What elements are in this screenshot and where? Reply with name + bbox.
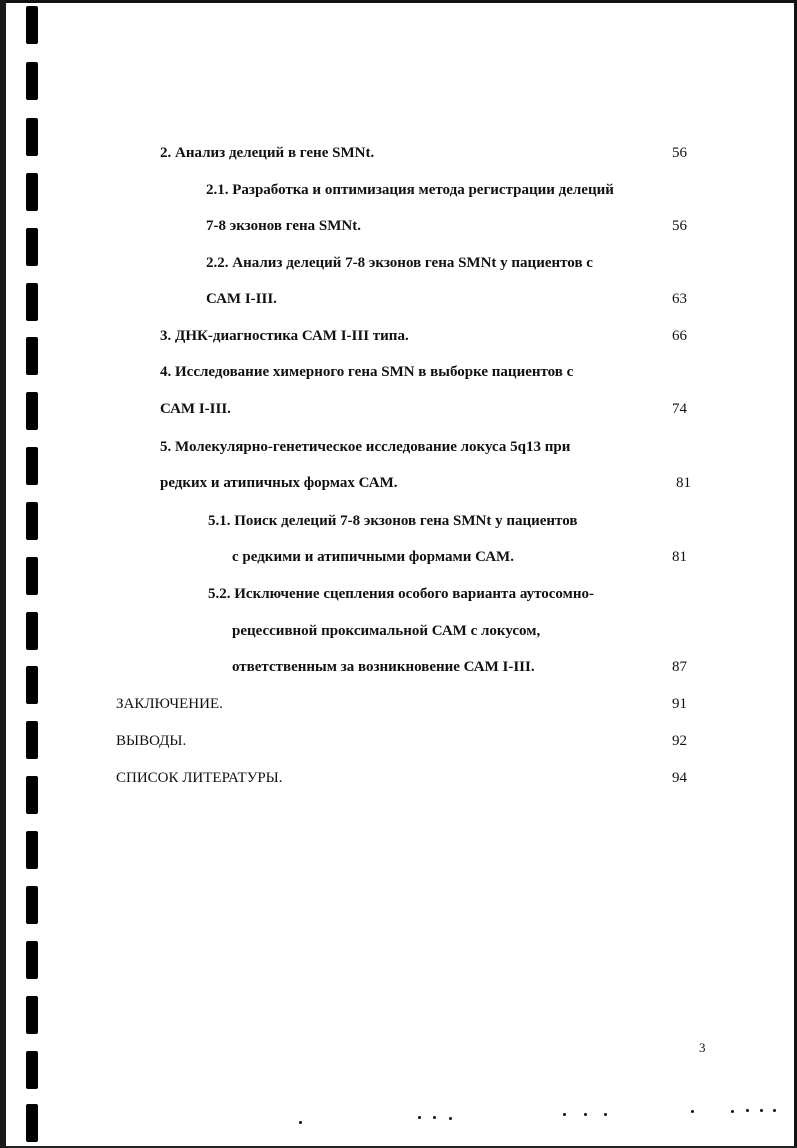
toc-entry: САМ I-III. [160,401,231,417]
toc-entry: 2.2. Анализ делеций 7-8 экзонов гена SMNt у пациентов с [206,255,593,271]
binding-mark [26,62,38,100]
toc-entry: 2.1. Разработка и оптимизация метода регистрации делеций [206,182,614,198]
binding-mark [26,502,38,540]
scan-speck [691,1110,694,1113]
binding-mark [26,996,38,1034]
binding-mark [26,173,38,211]
toc-entry: 5. Молекулярно-генетическое исследование локуса 5q13 при [160,439,571,455]
binding-mark [26,721,38,759]
binding-mark [26,337,38,375]
scan-speck [604,1113,607,1116]
toc-entry: СПИСОК ЛИТЕРАТУРЫ. [116,770,283,786]
scan-speck [563,1113,566,1116]
scan-edge-left [0,0,6,1148]
toc-entry: САМ I-III. [206,291,277,307]
scan-speck [299,1121,302,1124]
scan-speck [418,1116,421,1119]
toc-entry: 2. Анализ делеций в гене SMNt. [160,145,375,161]
binding-mark [26,776,38,814]
toc-entry: с редкими и атипичными формами САМ. [232,549,514,565]
toc-entry: 7-8 экзонов гена SMNt. [206,218,361,234]
toc-page-number: 66 [672,328,687,344]
toc-page-number: 92 [672,733,687,749]
binding-mark [26,228,38,266]
binding-mark [26,1104,38,1142]
binding-mark [26,666,38,704]
toc-page-number: 81 [676,475,691,491]
binding-mark [26,941,38,979]
scan-speck [584,1113,587,1116]
scan-speck [731,1110,734,1113]
toc-page-number: 63 [672,291,687,307]
binding-mark [26,6,38,44]
toc-page-number: 56 [672,218,687,234]
binding-mark [26,1051,38,1089]
toc-page-number: 91 [672,696,687,712]
toc-page-number: 81 [672,549,687,565]
toc-page-number: 87 [672,659,687,675]
toc-entry: 5.1. Поиск делеций 7-8 экзонов гена SMNt у пациентов [208,513,578,529]
toc-entry: 5.2. Исключение сцепления особого варианта аутосомно- [208,586,594,602]
toc-entry: редких и атипичных формах САМ. [160,475,398,491]
binding-mark [26,447,38,485]
scan-speck [760,1109,763,1112]
toc-entry: рецессивной проксимальной САМ с локусом, [232,623,541,639]
toc-entry: ЗАКЛЮЧЕНИЕ. [116,696,223,712]
binding-mark [26,118,38,156]
toc-page-number: 94 [672,770,687,786]
binding-mark [26,831,38,869]
scan-speck [773,1109,776,1112]
scan-speck [433,1116,436,1119]
scan-edge-top [0,0,797,3]
toc-page-number: 56 [672,145,687,161]
toc-page-number: 74 [672,401,687,417]
toc-entry: ответственным за возникновение САМ I-III. [232,659,535,675]
toc-entry: 4. Исследование химерного гена SMN в выборке пациентов с [160,364,574,380]
binding-mark [26,283,38,321]
page-folio-number: 3 [699,1040,706,1055]
toc-entry: 3. ДНК-диагностика САМ I-III типа. [160,328,409,344]
binding-punch-marks [26,0,42,1148]
binding-mark [26,392,38,430]
scan-speck [449,1117,452,1120]
scan-speck [746,1109,749,1112]
binding-mark [26,557,38,595]
toc-entry: ВЫВОДЫ. [116,733,187,749]
binding-mark [26,612,38,650]
binding-mark [26,886,38,924]
